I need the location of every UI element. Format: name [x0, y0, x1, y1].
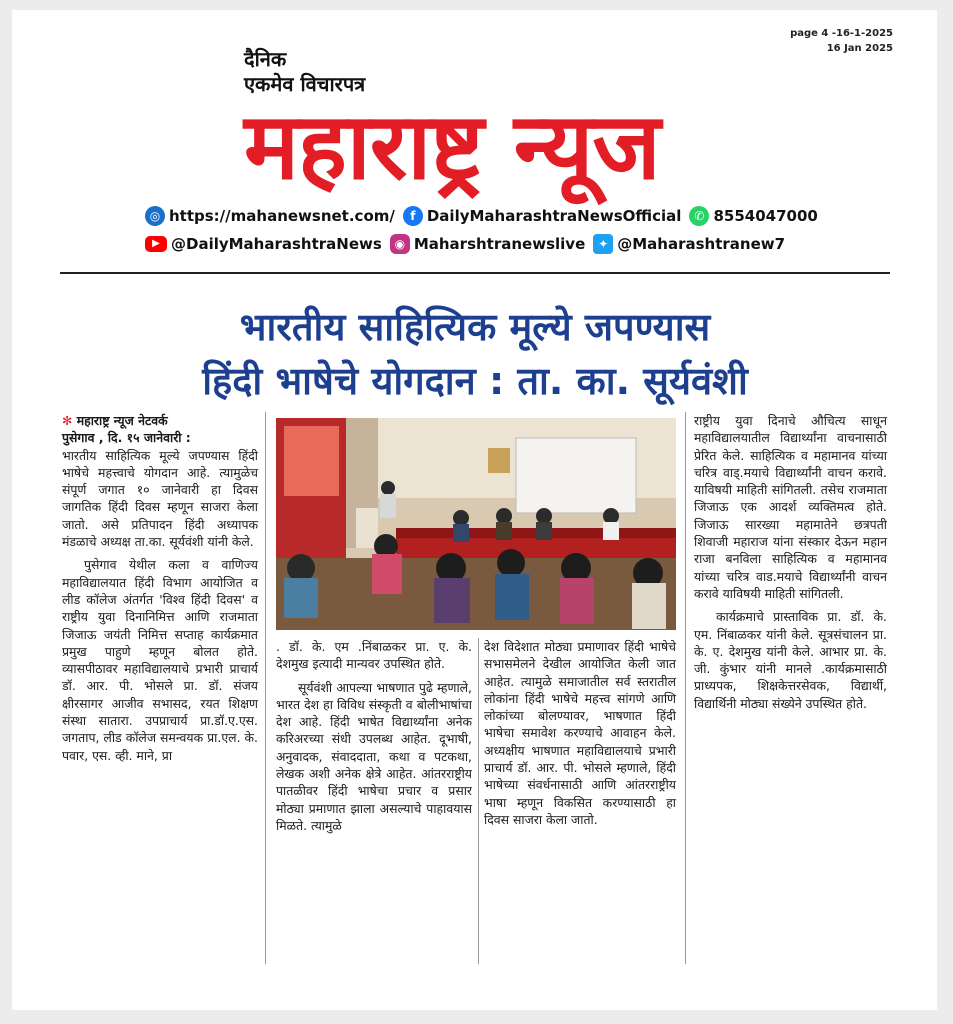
website-url: https://mahanewsnet.com/	[169, 207, 395, 225]
article-paragraph: . डॉ. के. एम .निंबाळकर प्रा. ए. के. देशमुख इत्यादी मान्यवर उपस्थित होते.	[276, 639, 472, 672]
article-paragraph: कार्यक्रमाचे प्रास्ताविक प्रा. डॉ. के. एम. निंबाळकर यांनी केले. सूत्रसंचालन प्रा. के. ए. देशमुख यांनी केले. आभार प्रा. के. जी. कुंभार यांनी मानले .कार्यक्रमासाठी प्राध्यपक, शिक्षकेत्तरसेवक, विद्यार्थी, विद्यार्थिनी मोठ्या संख्येने उपस्थित होते.	[694, 609, 887, 711]
asterisk-icon: ✻	[62, 413, 73, 428]
instagram-link[interactable]	[390, 234, 585, 254]
social-row-1	[145, 206, 826, 226]
byline-network: महाराष्ट्र न्यूज नेटवर्क	[76, 413, 168, 428]
page-info	[790, 26, 893, 56]
column-divider	[478, 638, 479, 964]
article-paragraph: राष्ट्रीय युवा दिनाचे औचित्य साधून महाविद्यालयातील विद्यार्थ्यांना वाचनासाठी प्रेरित केले. साहित्यिक व महामानव यांच्या चरित्र वाड्.मयाचे विद्यार्थ्यांनी वाचन करावे. याविषयी माहिती सांगितली. तसेच राजमाता जिजाऊ एक आदर्श व्यक्तिमत्व होते. जिजाऊ सारख्या महामातेने छत्रपती शिवाजी महाराज यांना संस्कार देऊन महान राजा बनविला साहित्यिक व महामानव यांच्या चरित्र वाड.मयाचे विद्यार्थ्यांनी वाचन करावे याविषयी माहिती सांगितली.	[694, 413, 887, 601]
twitter-icon: ✦	[593, 234, 613, 254]
article-paragraph: पुसेगाव येथील कला व वाणिज्य महाविद्यालयात हिंदी विभाग आयोजित व लीड कॉलेज अंतर्गत 'विश्व हिंदी दिवस' व राष्ट्रीय युवा दिनानिमित्त आणि राजमाता जिजाऊ जयंती निमित्त सप्ताह कार्यक्रमात प्रमुख पाहुणे म्हणून बोलत होते. व्यासपीठावर महाविद्यालयाचे प्रभारी प्राचार्य डॉ. आर. पी. भोसले प्रा. डॉ. संजय क्षीरसागर आजीव सभासद, रयत शिक्षण संस्था सातारा. उपप्राचार्य प्रा.डॉ.ए.एस. जगताप, लीड कॉलेज समन्वयक प्रा.एल. के. पवार, एस. व्ही. माने, प्रा	[62, 557, 258, 763]
youtube-icon: ▶	[145, 236, 167, 252]
headline-line-1: भारतीय साहित्यिक मूल्ये जपण्यास	[239, 305, 711, 349]
article-column-4	[694, 412, 887, 718]
article-paragraph: भारतीय साहित्यिक मूल्ये जपण्यास हिंदी भाषेचे महत्त्वाचे योगदान आहे. त्यामुळेच संपूर्ण जगात १० जानेवारी हा दिवस जागतिक हिंदी दिवस म्हणून साजरा केला जातो. असे प्रतिपादन हिंदी अध्यापक मंडळाचे अध्यक्ष ता.का. सूर्यवंशी यांनी केले.	[62, 447, 258, 550]
column-divider	[265, 412, 266, 964]
masthead-title: महाराष्ट्र न्यूज	[244, 93, 660, 200]
website-link[interactable]	[145, 206, 395, 226]
facebook-link[interactable]	[403, 206, 682, 226]
masthead-dainik: दैनिक	[244, 47, 287, 71]
youtube-handle: @DailyMaharashtraNews	[171, 235, 382, 253]
social-row-2	[145, 234, 793, 254]
whatsapp-number: 8554047000	[713, 207, 818, 225]
youtube-link[interactable]	[145, 235, 382, 253]
article-paragraph: सूर्यवंशी आपल्या भाषणात पुढे म्हणाले, भारत देश हा विविध संस्कृती व बोलीभाषांचा देश आहे. हिंदी भाषेत विद्यार्थ्यांना अनेक करिअरच्या संधी उपलब्ध आहेत. दूभाषी, अनुवादक, संवाददाता, कथा व पटकथा, लेखक अशी अनेक क्षेत्रे आहेत. आंतरराष्ट्रीय पातळीवर हिंदी भाषेचा प्रचार व प्रसार मोठ्या प्रमाणात झाला असल्याचे पाहावयास मिळते. त्यामुळे	[276, 679, 472, 833]
masthead-tagline: एकमेव विचारपत्र	[244, 72, 366, 96]
page-number: page 4 -16-1-2025	[790, 28, 893, 39]
headline-line-2: हिंदी भाषेचे योगदान : ता. का. सूर्यवंशी	[202, 359, 748, 403]
globe-icon: ◎	[145, 206, 165, 226]
article-column-1	[62, 412, 258, 770]
article-column-3	[484, 638, 676, 834]
instagram-handle: Maharshtranewslive	[413, 235, 586, 253]
masthead-divider	[60, 272, 890, 274]
byline-place: पुसेगाव , दि. १५ जानेवारी :	[62, 430, 191, 446]
column-divider	[685, 412, 686, 964]
twitter-link[interactable]	[593, 234, 785, 254]
twitter-handle: @Maharashtranew7	[617, 235, 786, 253]
page-date: 16 Jan 2025	[826, 43, 893, 54]
facebook-handle: DailyMaharashtraNewsOfficial	[426, 207, 682, 225]
event-photo	[276, 418, 676, 630]
whatsapp-icon: ✆	[689, 206, 709, 226]
whatsapp-link[interactable]	[689, 206, 817, 226]
instagram-icon: ◉	[390, 234, 410, 254]
byline	[62, 412, 258, 429]
facebook-icon: f	[403, 206, 423, 226]
article-paragraph: देश विदेशात मोठ्या प्रमाणावर हिंदी भाषेचे सभासमेलने देखील आयोजित केली जात आहेत. त्यामुळे समाजातील सर्व स्तरातील लोकांना हिंदी भाषेचे महत्त्व सांगणे आणि लोकांच्या बोलण्यावर, भाषणात हिंदी भाषेचा समावेश करण्याचे आवाहन केले. अध्यक्षीय भाषणात महाविद्यालयाचे प्रभारी प्राचार्य डॉ. आर. पी. भोसले म्हणाले, हिंदी भाषेच्या संवर्धनासाठी आणि आंतरराष्ट्रीय भाषा म्हणून विकसित करण्यासाठी हा दिवस साजरा केला जातो.	[484, 639, 676, 827]
article-column-2	[276, 638, 472, 840]
